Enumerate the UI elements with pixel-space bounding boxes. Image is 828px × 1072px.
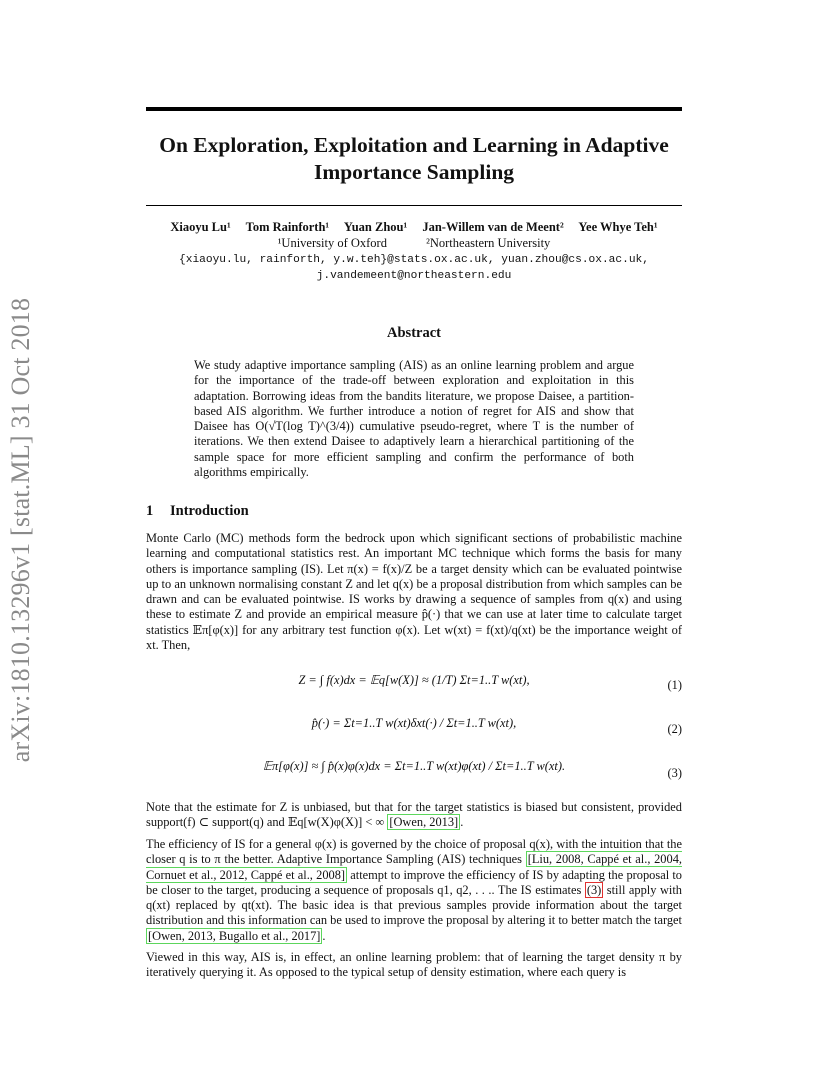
author-emails [146, 252, 682, 284]
author-list [146, 220, 682, 235]
paragraph-text: attempt to improve the efficiency of IS by adapting the proposal to be closer to the target, producing a sequence of proposals q1, q2, . . .. The IS estimates [146, 867, 682, 897]
affiliation: ²Northeastern University [426, 236, 551, 250]
paragraph: The efficiency of IS for a general φ(x) is governed by the choice of proposal q(x), with the intuition that the closer q is to π the better. Adaptive Importance Sampling (AIS) techniques [Liu, 2008, Cappé et al., 2004, Cornuet et al., 2012, Cappé et al., 2008] attempt to improve the efficiency of IS by adapting the proposal to be closer to the target, producing a sequence of proposals q1, q2, . . .. The IS estimates (3) still apply with q(xt) replaced by qt(xt). The basic idea is that previous samples provide information about the target distribution and this information can be used to improve the proposal by altering it to better match the target [Owen, 2013, Bugallo et al., 2017] . [146, 837, 682, 943]
section-number: 1 [146, 503, 154, 519]
section-title: Introduction [170, 503, 249, 519]
author: Xiaoyu Lu¹ [170, 220, 231, 234]
paper-title: On Exploration, Exploitation and Learning in Adaptive Importance Sampling [159, 133, 669, 184]
paragraph-text: Note that the estimate for Z is unbiased, but that for the target statistics is biased but consistent, provided support(f) ⊂ support(q) and 𝔼q[w(X)φ(X)] < ∞ [146, 800, 682, 830]
citation-link[interactable]: [Liu, 2008, Cappé et al., 2004, Cornuet et al., 2012, Cappé et al., 2008] [146, 852, 682, 882]
citation-link[interactable]: [Owen, 2013, Bugallo et al., 2017] [148, 928, 321, 943]
author: Yee Whye Teh¹ [578, 220, 658, 234]
paragraph: Monte Carlo (MC) methods form the bedrock upon which significant sections of probabilistic machine learning and computational statistics rest. An important MC technique which forms the basis for many others is importance sampling (IS). Let π(x) = f(x)/Z be a target density which can be evaluated pointwise up to an unknown normalising constant Z and let q(x) be a proposal distribution from which samples can be drawn and can be evaluated pointwise. IS works by drawing a sequence of samples from q(x) and using these to estimate Z and provide an empirical measure p̂(·) that we can use at later time to calculate target statistics 𝔼π[φ(x)] for any arbitrary test function φ(x). Let w(xt) = f(xt)/q(xt) be the importance weight of xt. Then, [146, 531, 682, 653]
email-line: {xiaoyu.lu, rainforth, y.w.teh}@stats.ox.ac.uk, yuan.zhou@cs.ox.ac.uk, [179, 254, 649, 266]
email-line: j.vandemeent@northeastern.edu [316, 270, 512, 282]
abstract-heading: Abstract [387, 325, 441, 341]
author: Tom Rainforth¹ [245, 220, 330, 234]
equation-body: 𝔼π[φ(x)] ≈ ∫ p̂(x)φ(x)dx = Σt=1..T w(xt)φ(xt) / Σt=1..T w(xt). [262, 759, 566, 773]
equation-number: (3) [667, 766, 682, 780]
equation-body: Z = ∫ f(x)dx = 𝔼q[w(X)] ≈ (1/T) Σt=1..T w(xt), [298, 673, 530, 687]
title-rule-top [146, 107, 682, 111]
citation-link[interactable]: [Owen, 2013] [389, 815, 459, 830]
title-rule-bottom [146, 205, 682, 206]
arxiv-id-text: arXiv:1810.13296v1 [stat.ML] 31 Oct 2018 [6, 297, 35, 763]
abstract-text: We study adaptive importance sampling (AIS) as an online learning problem and argue for the importance of the trade-off between exploration and exploitation in this adaptation. Borrowing ideas from the bandits literature, we propose Daisee, a partition-based AIS algorithm. We further introduce a notion of regret for AIS and show that Daisee has O(√T(log T)^(3/4)) cumulative pseudo-regret, where T is the number of iterations. We then extend Daisee to adaptively learn a hierarchical partitioning of the sample space for more efficient sampling and confirm the performance of both algorithms empirically. [194, 358, 634, 480]
equation-number: (2) [667, 722, 682, 736]
arxiv-side-identifier [4, 285, 38, 775]
author: Yuan Zhou¹ [343, 220, 408, 234]
equation-number: (1) [667, 678, 682, 692]
equation-ref-link[interactable]: (3) [586, 882, 602, 897]
equation-body: p̂(·) = Σt=1..T w(xt)δxt(·) / Σt=1..T w(xt), [311, 716, 517, 730]
paragraph-text: The efficiency of IS for a general φ(x) is governed by the choice of proposal q(x), with the intuition that the closer q is to π the better. Adaptive Importance Sampling (AIS) techniques [146, 837, 682, 867]
author: Jan-Willem van de Meent² [422, 220, 564, 234]
section-heading [146, 503, 249, 520]
paragraph: Note that the estimate for Z is unbiased, but that for the target statistics is biased but consistent, provided support(f) ⊂ support(q) and 𝔼q[w(X)φ(X)] < ∞ [Owen, 2013] . [146, 800, 682, 830]
paragraph-text: still apply with q(xt) replaced by qt(xt). The basic idea is that previous samples provide information about the target distribution and this information can be used to improve the proposal by altering it to better match the target [146, 882, 682, 928]
paragraph: Viewed in this way, AIS is, in effect, an online learning problem: that of learning the target density π by iteratively querying it. As opposed to the typical setup of density estimation, where each query is [146, 950, 682, 980]
affiliation: ¹University of Oxford [277, 236, 387, 250]
affiliations [146, 236, 682, 251]
